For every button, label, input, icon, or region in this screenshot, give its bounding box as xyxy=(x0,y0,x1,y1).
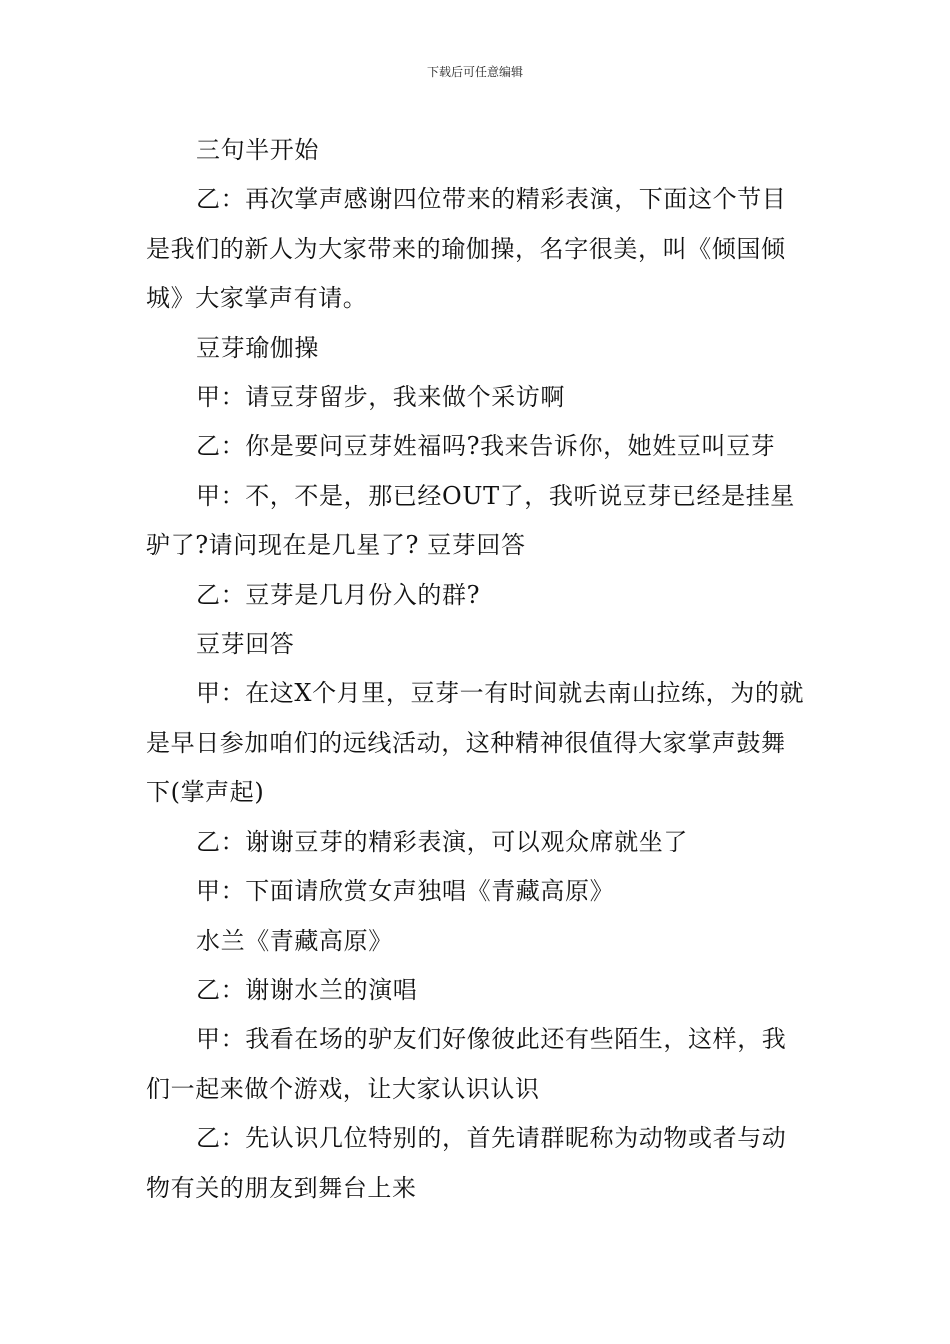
paragraph: 甲：不，不是，那已经OUT了，我听说豆芽已经是挂星驴了?请问现在是几星了? 豆芽回答 xyxy=(146,481,795,560)
paragraph: 甲：请豆芽留步，我来做个采访啊 xyxy=(196,383,565,412)
paragraph: 乙：谢谢豆芽的精彩表演，可以观众席就坐了 xyxy=(196,827,688,856)
page-header: 下载后可任意编辑 xyxy=(426,65,523,79)
paragraph: 豆芽回答 xyxy=(196,630,295,659)
paragraph: 三句半开始 xyxy=(196,136,319,164)
paragraph: 豆芽瑜伽操 xyxy=(196,333,319,362)
paragraph: 甲：下面请欣赏女声独唱《青藏高原》 xyxy=(196,877,615,906)
paragraph: 乙：先认识几位特别的，首先请群昵称为动物或者与动物有关的朋友到舞台上来 xyxy=(146,1124,787,1202)
paragraph: 水兰《青藏高原》 xyxy=(196,926,393,955)
paragraph: 甲：我看在场的驴友们好像彼此还有些陌生，这样，我们一起来做个游戏，让大家认识认识 xyxy=(146,1025,787,1103)
paragraph: 乙：谢谢水兰的演唱 xyxy=(196,975,418,1004)
document-body xyxy=(146,126,806,1213)
paragraph: 乙：豆芽是几月份入的群? xyxy=(196,580,481,609)
paragraph: 乙：再次掌声感谢四位带来的精彩表演，下面这个节目是我们的新人为大家带来的瑜伽操，名字很美，叫《倾国倾城》大家掌声有请。 xyxy=(146,185,787,313)
paragraph: 甲：在这X个月里，豆芽一有时间就去南山拉练，为的就是早日参加咱们的远线活动，这种精神很值得大家掌声鼓舞下(掌声起) xyxy=(146,679,805,807)
paragraph: 乙：你是要问豆芽姓福吗?我来告诉你，她姓豆叫豆芽 xyxy=(196,432,776,461)
